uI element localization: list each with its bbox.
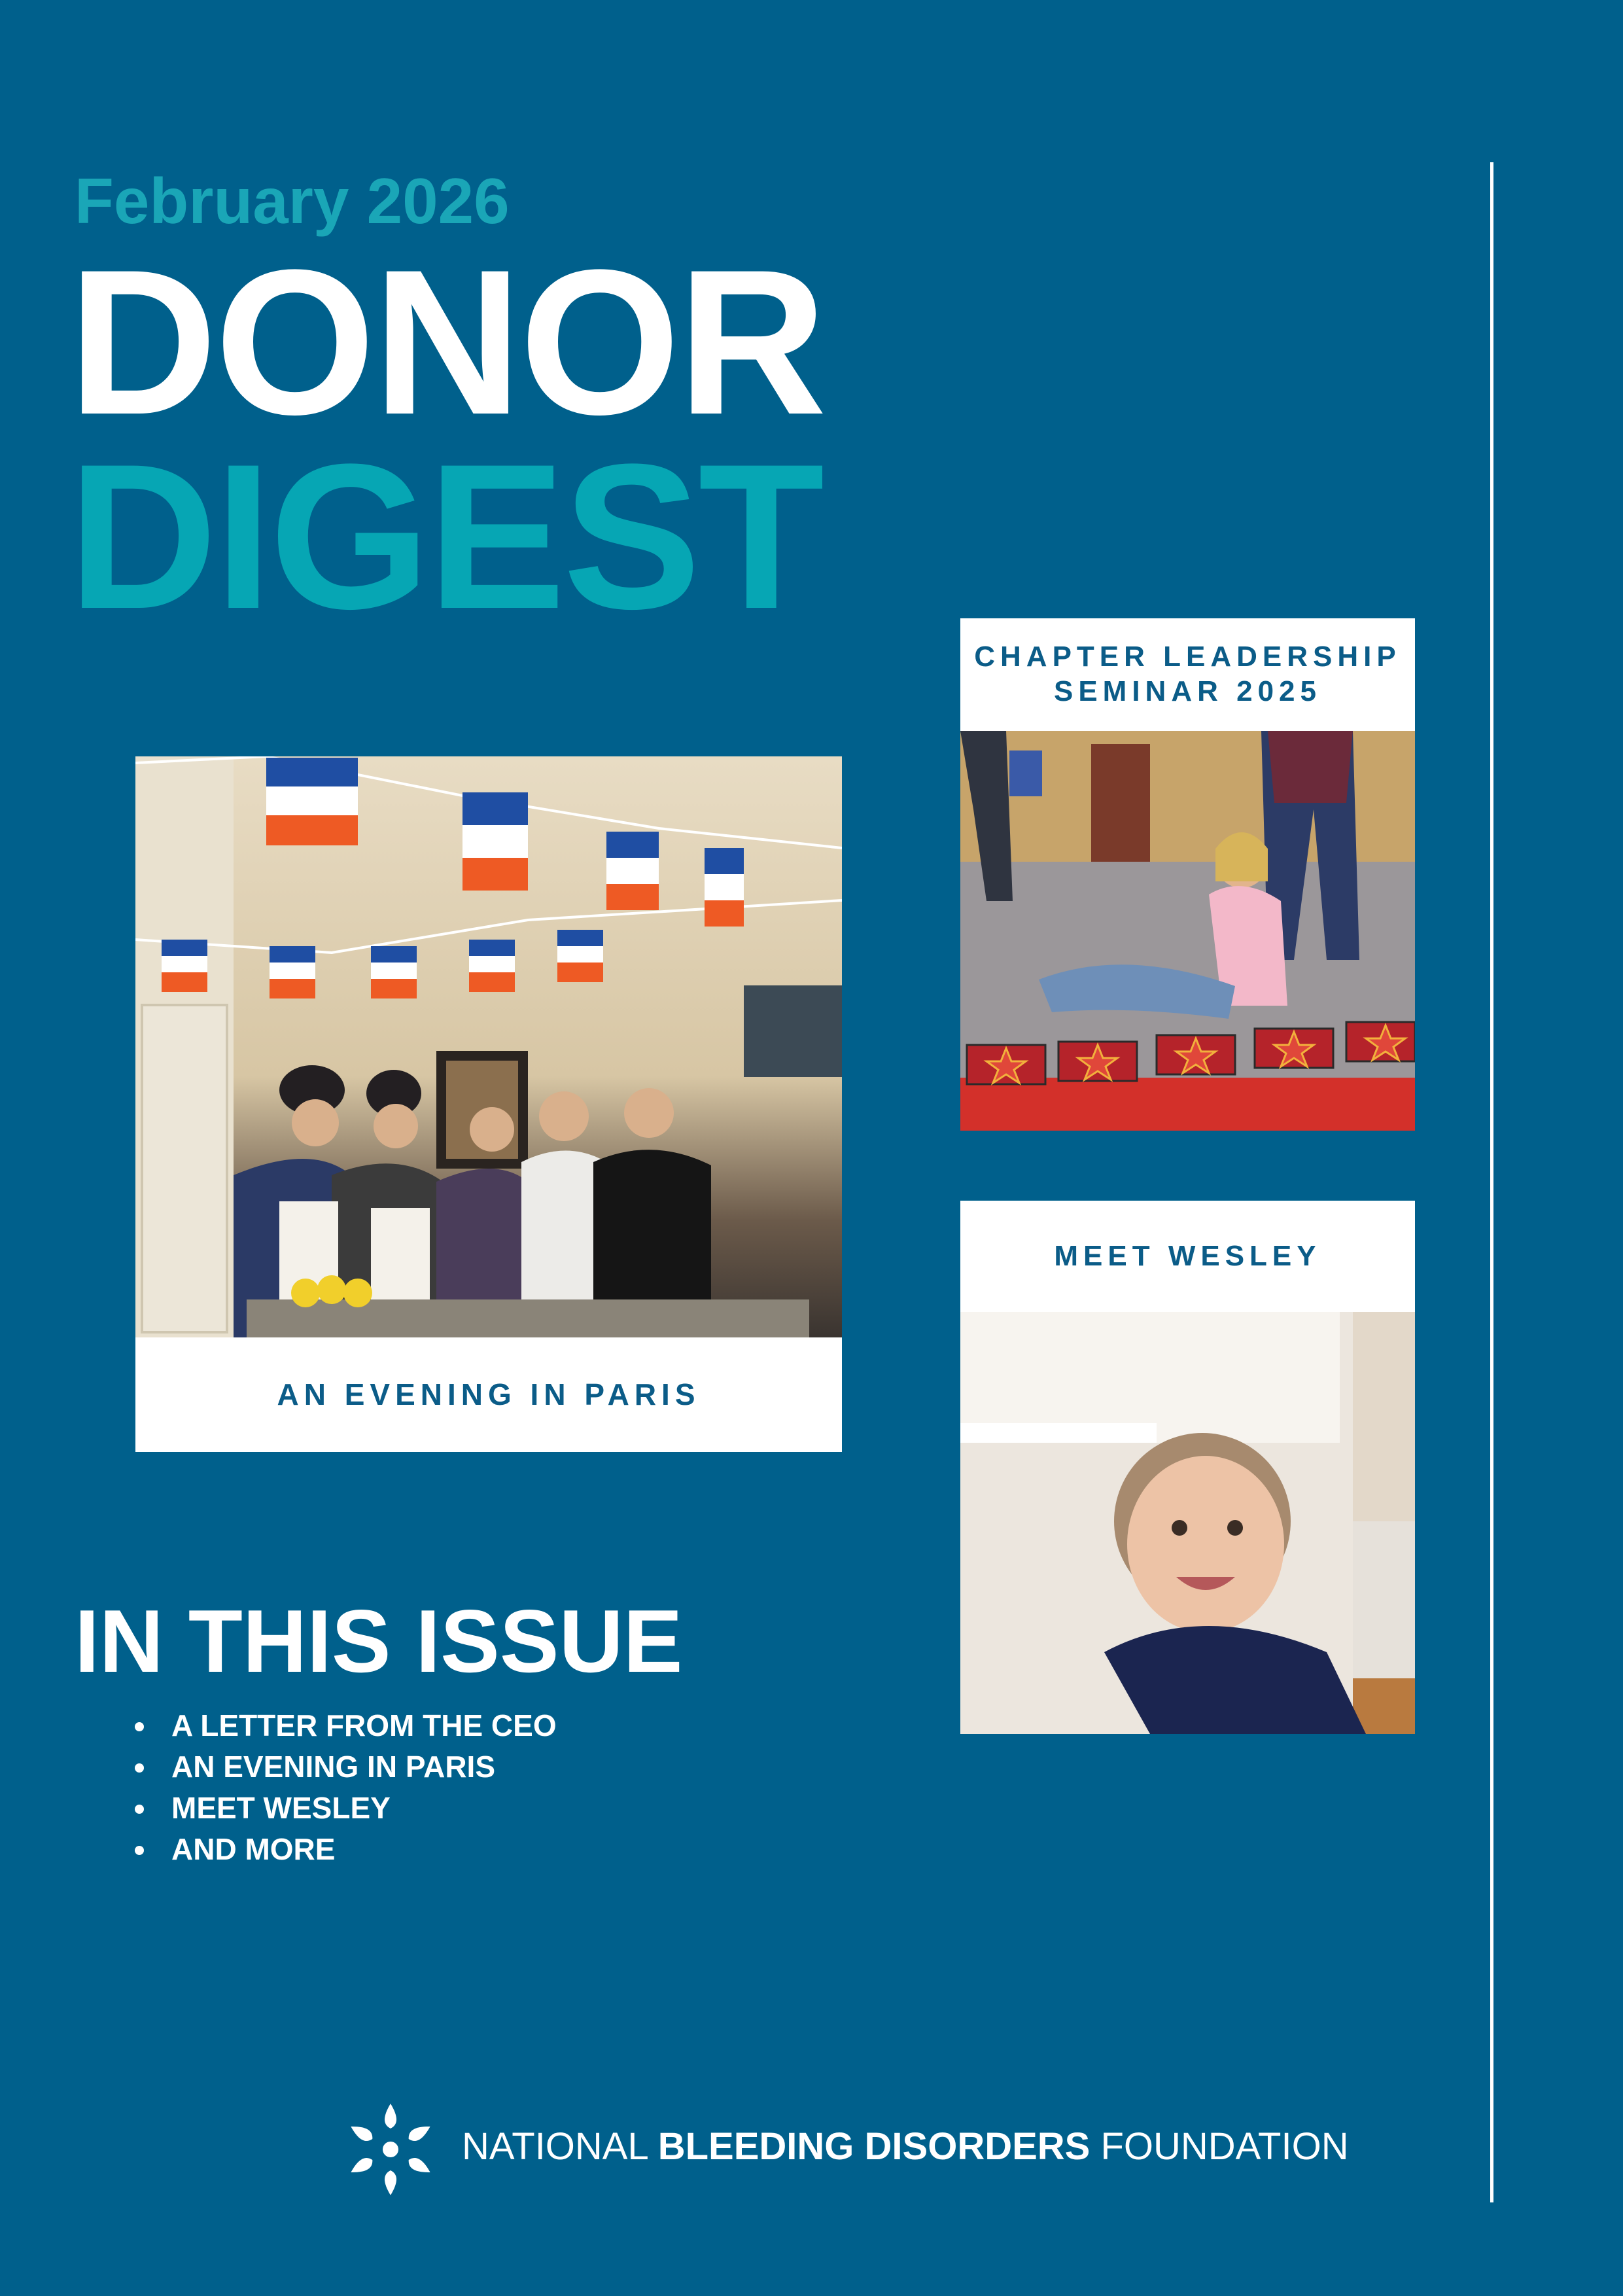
org-name-part2: BLEEDING DISORDERS xyxy=(657,2125,1091,2168)
chapter-seminar-caption xyxy=(960,618,1415,731)
foundation-name xyxy=(462,2125,1349,2168)
title-donor: DONOR xyxy=(68,226,825,457)
list-item: AN EVENING IN PARIS xyxy=(171,1746,557,1788)
list-item: MEET WESLEY xyxy=(171,1788,557,1829)
vertical-divider xyxy=(1490,162,1493,2202)
list-item: AND MORE xyxy=(171,1829,557,1870)
chapter-seminar-photo xyxy=(960,731,1415,1131)
issue-date: February 2026 xyxy=(75,165,510,237)
chapter-caption-line1: CHAPTER LEADERSHIP xyxy=(974,641,1401,673)
title-digest: DIGEST xyxy=(68,421,822,652)
paris-caption: AN EVENING IN PARIS xyxy=(135,1337,842,1452)
wesley-photo xyxy=(960,1312,1415,1734)
chapter-caption-line2: SEMINAR 2025 xyxy=(1053,675,1321,707)
meet-wesley-caption: MEET WESLEY xyxy=(960,1201,1415,1312)
org-name-part3: FOUNDATION xyxy=(1090,2125,1349,2168)
in-this-issue-heading: IN THIS ISSUE xyxy=(75,1591,683,1691)
flower-drop-logo-icon xyxy=(341,2100,440,2199)
issue-contents-list xyxy=(171,1705,557,1870)
org-name-part1: NATIONAL xyxy=(462,2125,658,2168)
list-item: A LETTER FROM THE CEO xyxy=(171,1705,557,1746)
paris-event-photo xyxy=(135,756,842,1337)
